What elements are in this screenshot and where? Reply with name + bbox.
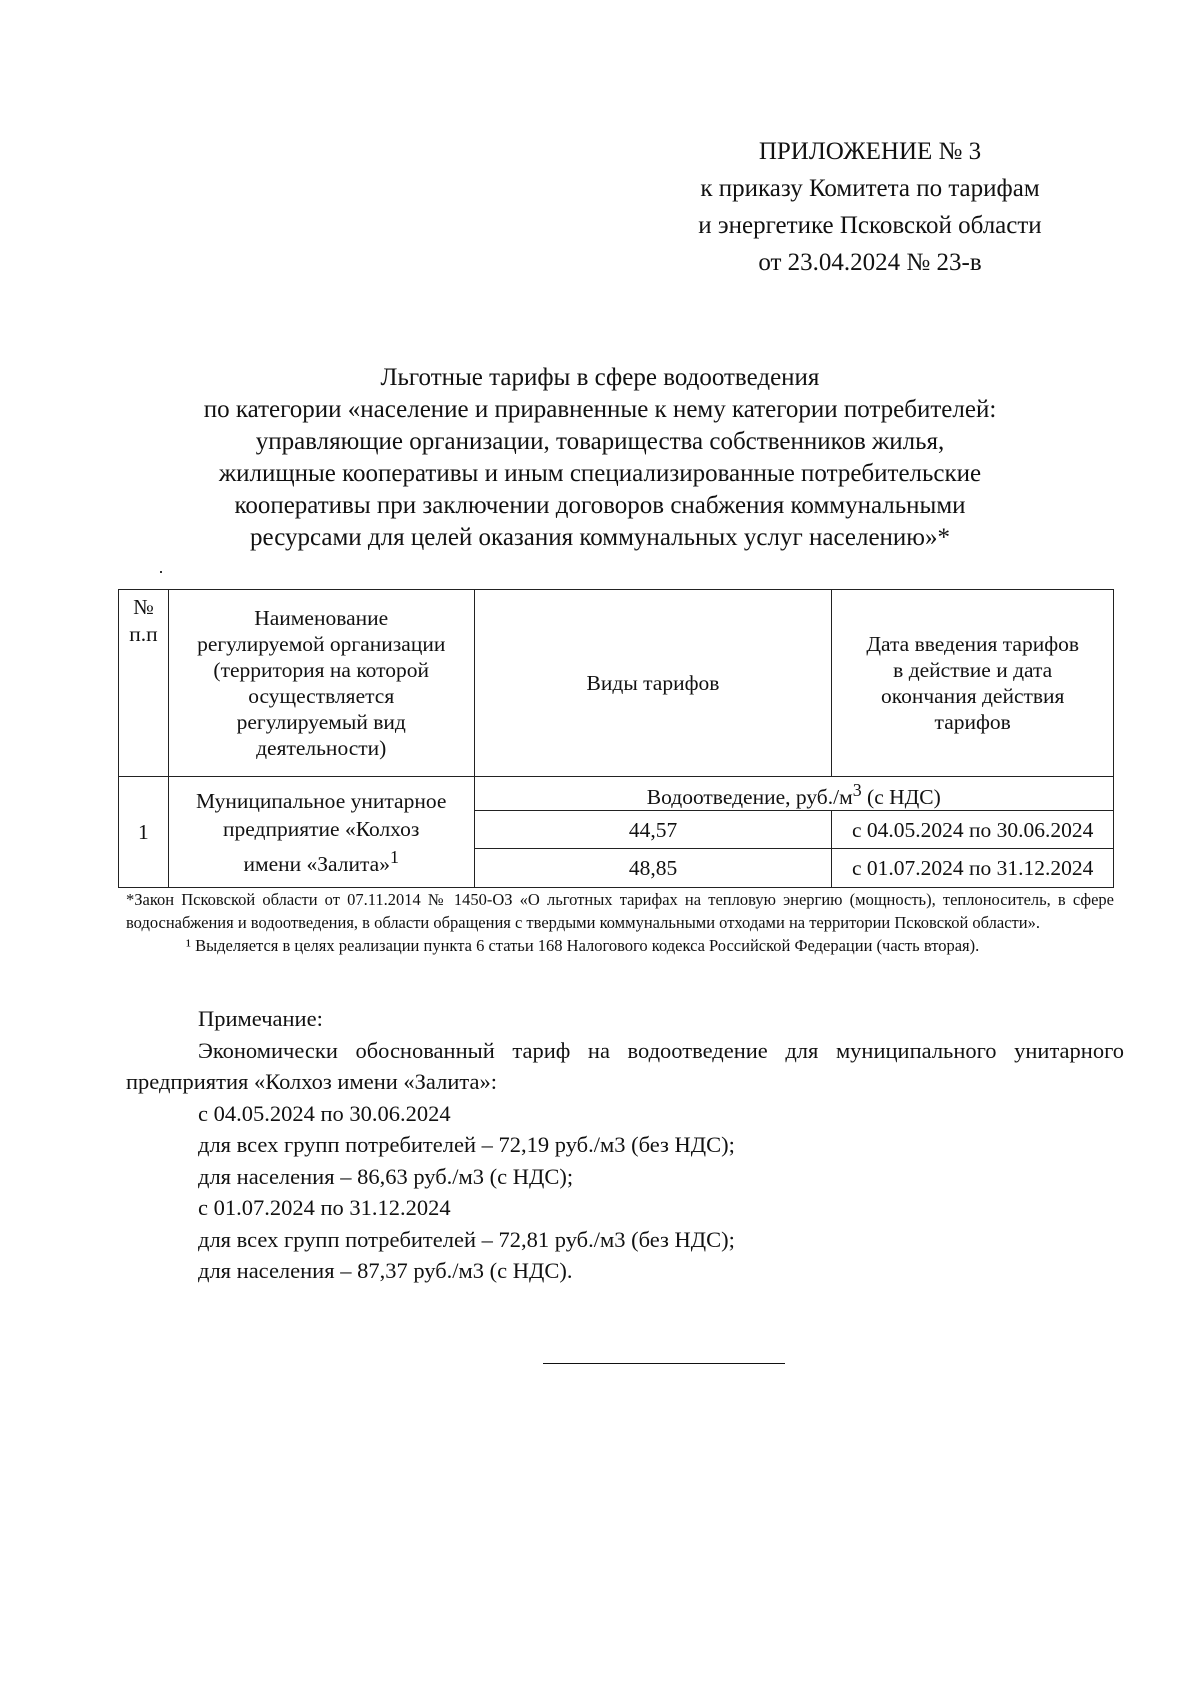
- document-title: [120, 362, 1080, 554]
- tariff-value: 48,85: [474, 849, 832, 888]
- notes-line: для населения – 87,37 руб./м3 (с НДС).: [198, 1258, 573, 1283]
- footnotes: [126, 888, 1114, 957]
- notes-line: с 04.05.2024 по 30.06.2024: [198, 1100, 451, 1126]
- notes-line: для всех групп потребителей – 72,19 руб./м3 (без НДС);: [198, 1132, 735, 1157]
- tariff-group-label: Водоотведение, $руб./м^3$ (с НДС): [474, 777, 1113, 811]
- tariff-period: с 04.05.2024 по 30.06.2024: [832, 811, 1114, 849]
- title-line: по категории «население и приравненные к нему категории потребителей:: [203, 396, 997, 423]
- table-header-row: [119, 590, 1114, 777]
- title-line: кооперативы при заключении договоров снабжения коммунальными: [234, 492, 966, 519]
- header-tariff-kind: Виды тарифов: [474, 590, 832, 777]
- tariff-period: с 01.07.2024 по 31.12.2024: [832, 849, 1114, 888]
- title-line: управляющие организации, товарищества собственников жилья,: [255, 428, 945, 455]
- appendix-block: [640, 133, 1100, 281]
- notes-line: для населения – 86,63 руб./м3 (с НДС);: [198, 1163, 574, 1189]
- notes-intro: Экономически обоснованный тариф на водоотведение для муниципального унитарного предприятия «Колхоз имени «Залита»:: [126, 1037, 1124, 1094]
- appendix-order-ref: к приказу Комитета по тарифам: [700, 175, 1040, 202]
- header-number: № п.п: [119, 590, 169, 777]
- header-dates: Дата введения тарифов в действие и дата окончания действия тарифов: [832, 590, 1114, 777]
- closing-rule: [543, 1363, 785, 1364]
- appendix-committee: и энергетике Псковской области: [698, 212, 1042, 239]
- tariff-table: [118, 589, 1114, 888]
- stray-dot: [160, 571, 162, 573]
- footnote-one: ¹ Выделяется в целях реализации пункта 6 статьи 168 Налогового кодекса Российской Федерации (часть вторая).: [186, 936, 980, 955]
- footnote-star: *Закон Псковской области от 07.11.2014 № 1450-ОЗ «О льготных тарифах на тепловую энергию (мощность), теплоноситель, в сфере водоснабжения и водоотведения, в области обращения с твердыми коммунальными отходами на территории Псковской области».: [126, 890, 1114, 932]
- title-line: жилищные кооперативы и иным специализированные потребительские: [218, 460, 982, 487]
- notes-heading: Примечание:: [198, 1006, 323, 1031]
- footnote-ref-1: 1: [389, 846, 399, 867]
- title-line: Льготные тарифы в сфере водоотведения: [380, 364, 820, 391]
- header-organization: Наименование регулируемой организации (территория на которой осуществляется регулируемый вид деятельности): [168, 590, 474, 777]
- table-row: [119, 777, 1114, 811]
- row-number: 1: [119, 777, 169, 888]
- notes-block: [126, 1003, 1124, 1287]
- row-organization: Муниципальное унитарное предприятие «Колхоз имени «Залита»$^1$: [168, 777, 474, 888]
- appendix-date: от 23.04.2024 № 23-в: [758, 249, 982, 276]
- notes-line: с 01.07.2024 по 31.12.2024: [198, 1195, 451, 1220]
- title-line: ресурсами для целей оказания коммунальных услуг населению»*: [250, 524, 950, 551]
- tariff-value: 44,57: [474, 811, 832, 849]
- appendix-number: ПРИЛОЖЕНИЕ № 3: [758, 138, 982, 165]
- notes-line: для всех групп потребителей – 72,81 руб./м3 (без НДС);: [198, 1226, 735, 1252]
